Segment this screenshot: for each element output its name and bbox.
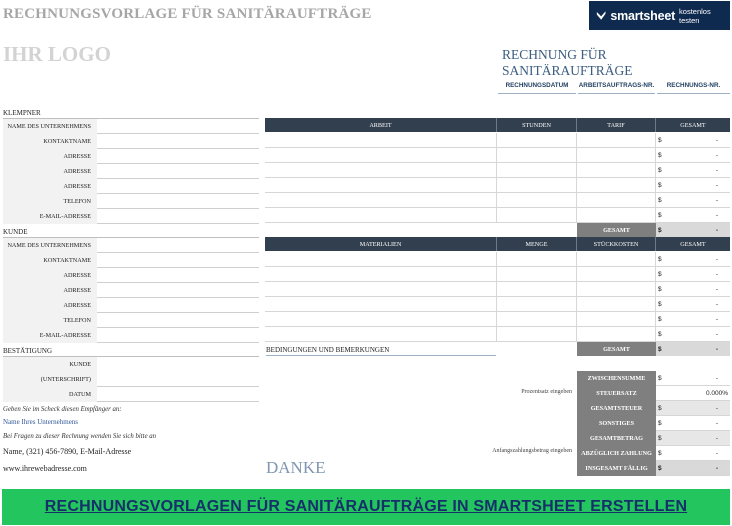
payable-note: Geben Sie im Scheck diesen Empfänger an:	[3, 406, 122, 413]
column-header: GESAMT	[656, 118, 730, 132]
field-label: NAME DES UNTERNEHMENS	[3, 119, 97, 134]
quantity-cell[interactable]	[497, 297, 577, 312]
total-cell	[656, 208, 730, 223]
labor-cell[interactable]	[265, 193, 497, 208]
quantity-cell[interactable]	[497, 312, 577, 327]
brand-name: smartsheet	[610, 8, 676, 23]
column-header: MENGE	[497, 237, 577, 251]
material-cell[interactable]	[265, 252, 497, 267]
customer-signature-input[interactable]	[97, 357, 259, 372]
amount-value: -	[715, 255, 718, 263]
currency-symbol: $	[658, 226, 662, 234]
quantity-cell[interactable]	[497, 252, 577, 267]
deposit-hint: Anfangszahlungsbetrag eingeben	[492, 448, 572, 454]
address-input[interactable]	[97, 149, 259, 164]
field-label: NAME DES UNTERNEHMENS	[3, 238, 97, 253]
confirmation-field-row	[3, 372, 259, 387]
hours-cell[interactable]	[497, 133, 577, 148]
company-name-input[interactable]	[97, 119, 259, 134]
amount-value: -	[715, 136, 718, 144]
subtotal-value	[656, 371, 730, 386]
other-input[interactable]	[656, 416, 730, 431]
create-template-banner[interactable]	[2, 489, 730, 525]
currency-symbol: $	[658, 136, 662, 144]
table-row	[265, 297, 730, 312]
table-row	[265, 148, 730, 163]
currency-symbol: $	[658, 374, 662, 382]
unit-cost-cell[interactable]	[577, 282, 656, 297]
thank-you-text: DANKE	[266, 458, 326, 477]
labor-cell[interactable]	[265, 208, 497, 223]
labor-total-row	[577, 223, 730, 237]
total-cell	[656, 163, 730, 178]
company-name: Name Ihres Unternehmens	[3, 418, 79, 426]
confirmation-section-label: BESTÄTIGUNG	[3, 347, 52, 355]
amount-value: -	[715, 434, 718, 442]
hours-cell[interactable]	[497, 148, 577, 163]
field-label: TELEFON	[3, 194, 97, 209]
tax-rate-hint: Prozentsatz eingeben	[521, 389, 572, 395]
customer-section-label: KUNDE	[3, 228, 28, 236]
phone-input[interactable]	[97, 194, 259, 209]
total-due-label: INSGESAMT FÄLLIG	[577, 461, 656, 476]
column-header: TARIF	[577, 118, 656, 132]
column-header: STÜCKKOSTEN	[577, 237, 656, 251]
signature-input[interactable]	[97, 372, 259, 387]
total-tax-value	[656, 401, 730, 416]
plumber-field-row	[3, 134, 259, 149]
amount-value: -	[715, 449, 718, 457]
amount-value: -	[715, 181, 718, 189]
smartsheet-logo-icon	[596, 10, 606, 21]
website-link[interactable]: www.ihrewebadresse.com	[3, 464, 87, 473]
rate-cell[interactable]	[577, 193, 656, 208]
currency-symbol: $	[658, 166, 662, 174]
page-title: RECHNUNGSVORLAGE FÜR SANITÄRAUFTRÄGE	[3, 6, 372, 22]
total-cell	[656, 282, 730, 297]
subtotal-label: ZWISCHENSUMME	[577, 371, 656, 386]
field-label: DATUM	[3, 387, 97, 402]
unit-cost-cell[interactable]	[577, 267, 656, 282]
amount-value: -	[715, 300, 718, 308]
currency-symbol: $	[658, 300, 662, 308]
less-payment-label: ABZÜGLICH ZAHLUNG	[577, 446, 656, 461]
field-label: ADRESSE	[3, 149, 97, 164]
summary-row	[577, 416, 730, 431]
work-order-number-label: ARBEITSAUFTRAGS-NR.	[578, 78, 655, 94]
labor-table-body	[265, 133, 730, 223]
currency-symbol: $	[658, 434, 662, 442]
customer-field-row	[3, 298, 259, 313]
field-label: KONTAKTNAME	[3, 253, 97, 268]
materials-total-row	[577, 342, 730, 356]
currency-symbol: $	[658, 464, 662, 472]
confirmation-field-row	[3, 357, 259, 372]
address-input[interactable]	[97, 283, 259, 298]
amount-value: -	[715, 374, 718, 382]
material-cell[interactable]	[265, 297, 497, 312]
total-cell	[656, 252, 730, 267]
amount-value: -	[715, 464, 718, 472]
field-label: ADRESSE	[3, 179, 97, 194]
material-cell[interactable]	[265, 282, 497, 297]
customer-field-row	[3, 313, 259, 328]
customer-field-row	[3, 328, 259, 343]
currency-symbol: $	[658, 196, 662, 204]
table-row	[265, 267, 730, 282]
address-input[interactable]	[97, 268, 259, 283]
customer-field-row	[3, 253, 259, 268]
amount-value: -	[715, 226, 718, 234]
rate-cell[interactable]	[577, 133, 656, 148]
email-input[interactable]	[97, 209, 259, 224]
plumber-field-row	[3, 119, 259, 134]
date-input[interactable]	[97, 387, 259, 402]
amount-value: -	[715, 404, 718, 412]
summary-row	[577, 371, 730, 386]
terms-textarea[interactable]	[266, 358, 496, 454]
labor-total-label: GESAMT	[577, 223, 656, 237]
plumber-field-row	[3, 164, 259, 179]
brand-cta: kostenlos testen	[679, 6, 711, 25]
customer-field-row	[3, 268, 259, 283]
amount-value: -	[715, 345, 718, 353]
hours-cell[interactable]	[497, 208, 577, 223]
labor-cell[interactable]	[265, 148, 497, 163]
confirmation-field-row	[3, 387, 259, 402]
plumber-field-row	[3, 194, 259, 209]
labor-total-value	[656, 223, 730, 237]
customer-field-row	[3, 238, 259, 253]
smartsheet-trial-button[interactable]	[589, 1, 730, 30]
quantity-cell[interactable]	[497, 267, 577, 282]
rate-cell[interactable]	[577, 148, 656, 163]
plumber-field-row	[3, 179, 259, 194]
plumber-section-label: KLEMPNER	[3, 109, 41, 117]
amount-value: -	[715, 270, 718, 278]
field-label: KONTAKTNAME	[3, 134, 97, 149]
quantity-cell[interactable]	[497, 282, 577, 297]
hours-cell[interactable]	[497, 163, 577, 178]
hours-cell[interactable]	[497, 178, 577, 193]
table-row	[265, 327, 730, 342]
company-name-input[interactable]	[97, 238, 259, 253]
logo-placeholder: IHR LOGO	[3, 42, 111, 66]
labor-cell[interactable]	[265, 163, 497, 178]
customer-field-row	[3, 283, 259, 298]
table-row	[265, 252, 730, 267]
rate-cell[interactable]	[577, 163, 656, 178]
address-input[interactable]	[97, 298, 259, 313]
field-label: E-MAIL-ADRESSE	[3, 328, 97, 343]
invoice-title: RECHNUNG FÜR SANITÄRAUFTRÄGE	[502, 47, 633, 78]
column-header: MATERIALIEN	[265, 237, 497, 251]
materials-total-label: GESAMT	[577, 342, 656, 356]
unit-cost-cell[interactable]	[577, 252, 656, 267]
currency-symbol: $	[658, 419, 662, 427]
amount-value: 0.000%	[705, 389, 728, 397]
total-cell	[656, 178, 730, 193]
address-input[interactable]	[97, 164, 259, 179]
total-cell	[656, 312, 730, 327]
total-cell	[656, 133, 730, 148]
amount-value: -	[715, 211, 718, 219]
materials-total-value	[656, 342, 730, 356]
email-input[interactable]	[97, 328, 259, 343]
field-label: ADRESSE	[3, 283, 97, 298]
amount-value: -	[715, 285, 718, 293]
field-label: TELEFON	[3, 313, 97, 328]
amount-value: -	[715, 151, 718, 159]
amount-value: -	[715, 419, 718, 427]
address-input[interactable]	[97, 179, 259, 194]
field-label: ADRESSE	[3, 164, 97, 179]
total-cell	[656, 267, 730, 282]
banner-link[interactable]: RECHNUNGSVORLAGEN FÜR SANITÄRAUFTRÄGE IN SMARTSHEET ERSTELLEN	[44, 498, 688, 515]
material-cell[interactable]	[265, 312, 497, 327]
unit-cost-cell[interactable]	[577, 327, 656, 342]
rate-cell[interactable]	[577, 208, 656, 223]
currency-symbol: $	[658, 211, 662, 219]
summary-row	[577, 461, 730, 476]
grand-total-label: GESAMTBETRAG	[577, 431, 656, 446]
plumber-fields	[3, 118, 259, 224]
total-cell	[656, 297, 730, 312]
amount-value: -	[715, 330, 718, 338]
contact-name-input[interactable]	[97, 134, 259, 149]
table-row	[265, 193, 730, 208]
total-cell	[656, 148, 730, 163]
currency-symbol: $	[658, 345, 662, 353]
contact-name-input[interactable]	[97, 253, 259, 268]
column-header: ARBEIT	[265, 118, 497, 132]
field-label: ADRESSE	[3, 298, 97, 313]
grand-total-value	[656, 431, 730, 446]
tax-rate-input[interactable]	[656, 386, 730, 401]
table-row	[265, 312, 730, 327]
terms-label: BEDINGUNGEN UND BEMERKUNGEN	[266, 346, 496, 356]
table-row	[265, 208, 730, 223]
plumber-field-row	[3, 209, 259, 224]
currency-symbol: $	[658, 404, 662, 412]
unit-cost-cell[interactable]	[577, 297, 656, 312]
table-row	[265, 178, 730, 193]
summary-row	[577, 431, 730, 446]
amount-value: -	[715, 315, 718, 323]
currency-symbol: $	[658, 285, 662, 293]
column-header: GESAMT	[656, 237, 730, 251]
currency-symbol: $	[658, 151, 662, 159]
column-header: STUNDEN	[497, 118, 577, 132]
amount-value: -	[715, 166, 718, 174]
less-payment-input[interactable]	[656, 446, 730, 461]
contact-info: Name, (321) 456-7890, E-Mail-Adresse	[3, 447, 132, 456]
material-cell[interactable]	[265, 327, 497, 342]
unit-cost-cell[interactable]	[577, 312, 656, 327]
currency-symbol: $	[658, 315, 662, 323]
total-due-value	[656, 461, 730, 476]
confirmation-fields	[3, 356, 259, 402]
summary-row	[577, 386, 730, 401]
phone-input[interactable]	[97, 313, 259, 328]
plumber-field-row	[3, 149, 259, 164]
customer-fields	[3, 237, 259, 343]
field-label: KUNDE	[3, 357, 97, 372]
materials-table-body	[265, 252, 730, 342]
table-row	[265, 282, 730, 297]
questions-note: Bei Fragen zu dieser Rechnung wenden Sie sich bitte an	[3, 433, 157, 440]
tax-rate-label: STEUERSATZ	[577, 386, 656, 401]
labor-cell[interactable]	[265, 133, 497, 148]
materials-table-header	[265, 237, 730, 251]
total-tax-label: GESAMTSTEUER	[577, 401, 656, 416]
invoice-number-label: RECHNUNGS-NR.	[657, 78, 730, 94]
summary-row	[577, 401, 730, 416]
field-label: E-MAIL-ADRESSE	[3, 209, 97, 224]
currency-symbol: $	[658, 330, 662, 338]
currency-symbol: $	[658, 255, 662, 263]
currency-symbol: $	[658, 449, 662, 457]
table-row	[265, 133, 730, 148]
quantity-cell[interactable]	[497, 327, 577, 342]
field-label: ADRESSE	[3, 268, 97, 283]
field-label: (UNTERSCHRIFT)	[3, 372, 97, 387]
labor-cell[interactable]	[265, 178, 497, 193]
total-cell	[656, 193, 730, 208]
other-label: SONSTIGES	[577, 416, 656, 431]
hours-cell[interactable]	[497, 193, 577, 208]
currency-symbol: $	[658, 270, 662, 278]
rate-cell[interactable]	[577, 178, 656, 193]
labor-table-header	[265, 118, 730, 132]
summary-table	[577, 371, 730, 476]
currency-symbol: $	[658, 181, 662, 189]
total-cell	[656, 327, 730, 342]
amount-value: -	[715, 196, 718, 204]
summary-row	[577, 446, 730, 461]
material-cell[interactable]	[265, 267, 497, 282]
invoice-date-label: RECHNUNGSDATUM	[498, 78, 576, 94]
table-row	[265, 163, 730, 178]
